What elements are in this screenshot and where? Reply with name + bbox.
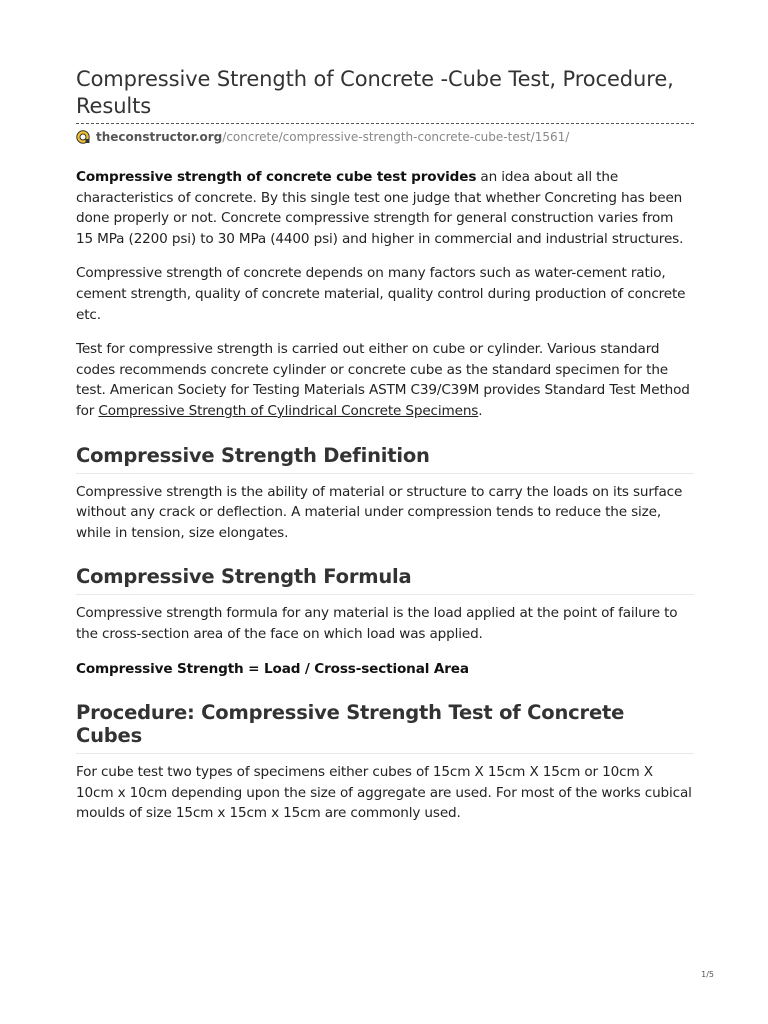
formula-paragraph: Compressive strength formula for any material is the load applied at the point of failure to the cross-section area of the face on which load was applied. <box>76 605 678 642</box>
intro-paragraph-1 <box>76 167 694 249</box>
article-body <box>76 167 694 824</box>
intro-bold-lead: Compressive strength of concrete cube test provides <box>76 169 477 185</box>
document-page <box>76 66 694 838</box>
source-line <box>76 129 694 145</box>
intro-paragraph-3 <box>76 339 694 421</box>
formula-heading: Compressive Strength Formula <box>76 565 694 595</box>
intro-paragraph-1-text: an idea about all the characteristics of concrete. By this single test one judge that whether Concreting has been done properly or not. Concrete compressive strength for general construction varies from 15 MPa (2200 psi) to 30 MPa (4400 psi) and higher in commercial and industrial structures. <box>76 169 684 247</box>
intro-paragraph-2: Compressive strength of concrete depends on many factors such as water-cement ratio, cement strength, quality of concrete material, quality control during production of concrete etc. <box>76 265 686 323</box>
source-path: /concrete/compressive-strength-concrete-cube-test/1561/ <box>222 130 570 144</box>
procedure-paragraph: For cube test two types of specimens either cubes of 15cm X 15cm X 15cm or 10cm X 10cm x 10cm depending upon the size of aggregate are used. For most of the works cubical moulds of size 15cm x 15cm x 15cm are commonly used. <box>76 764 692 822</box>
astm-standard-link[interactable]: Compressive Strength of Cylindrical Concrete Specimens <box>98 402 479 419</box>
formula-equation: Compressive Strength = Load / Cross-sectional Area <box>76 660 469 677</box>
page-title: Compressive Strength of Concrete -Cube Test, Procedure, Results <box>76 66 694 124</box>
intro-paragraph-3-text: Test for compressive strength is carried out either on cube or cylinder. Various standard codes recommends concrete cylinder or concrete cube as the standard specimen for the test. American Society for Testing Materials ASTM C39/C39M provides Standard Test Method for <box>76 341 690 419</box>
intro-paragraph-3-end: . <box>478 402 483 419</box>
procedure-heading: Procedure: Compressive Strength Test of Concrete Cubes <box>76 701 694 754</box>
site-logo-icon <box>76 130 90 144</box>
definition-heading: Compressive Strength Definition <box>76 444 694 474</box>
source-url-link[interactable] <box>96 129 569 145</box>
source-host: theconstructor.org <box>96 130 223 144</box>
definition-paragraph: Compressive strength is the ability of material or structure to carry the loads on its surface without any crack or deflection. A material under compression tends to reduce the size, while in tension, size elongates. <box>76 483 683 541</box>
page-number: 1/5 <box>701 970 714 979</box>
